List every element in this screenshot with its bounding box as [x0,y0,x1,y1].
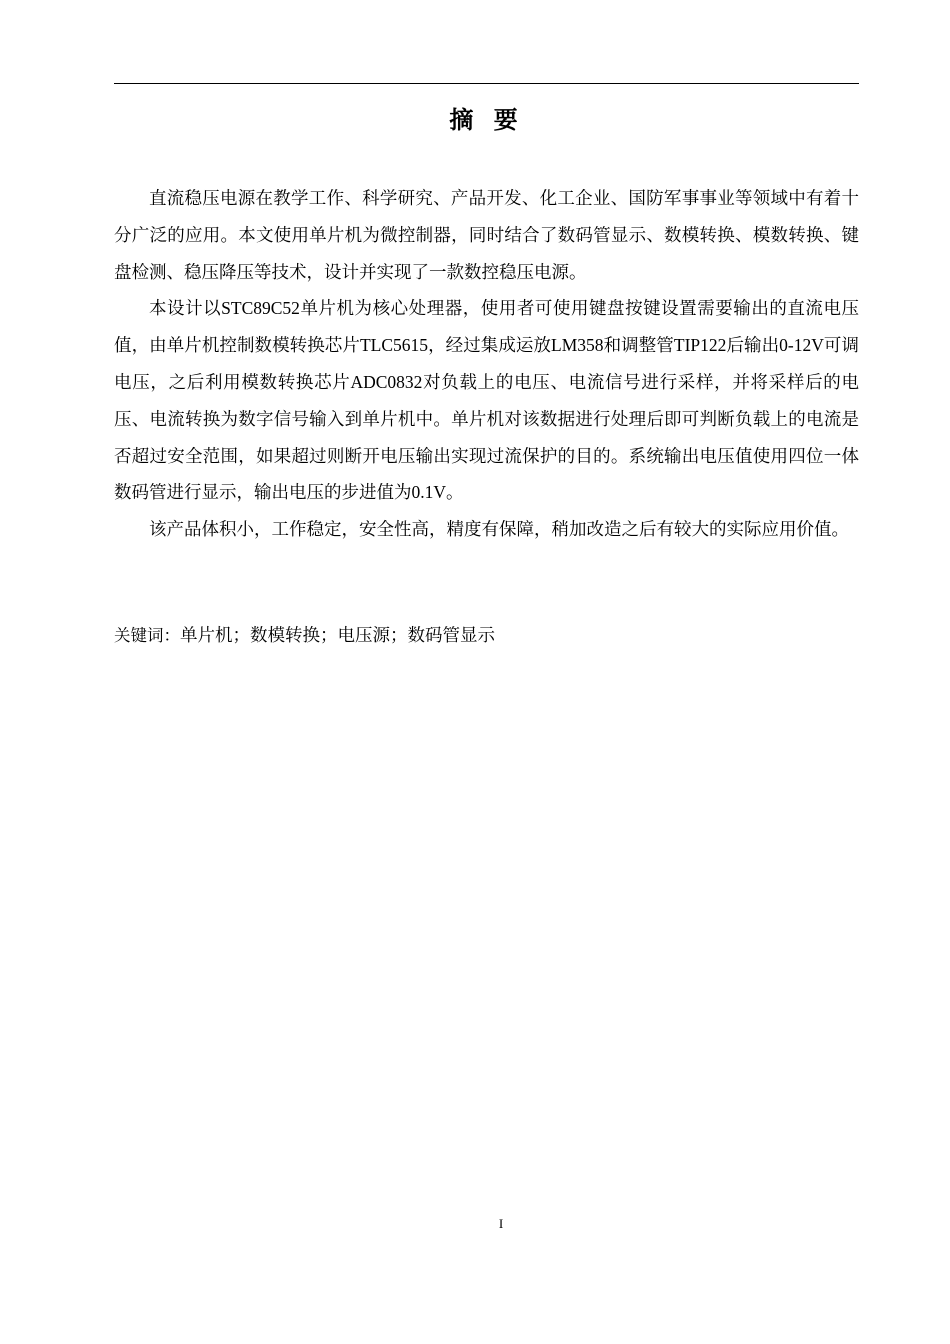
abstract-paragraph-1: 直流稳压电源在教学工作、科学研究、产品开发、化工企业、国防军事事业等领域中有着十分广泛的应用。本文使用单片机为微控制器，同时结合了数码管显示、数模转换、模数转换、键盘检测、稳压降压等技术，设计并实现了一款数控稳压电源。 [114,188,859,282]
keywords-label: 关键词： [114,626,180,645]
page-title: 摘 要 [449,106,524,134]
abstract-paragraph-2: 本设计以STC89C52单片机为核心处理器，使用者可使用键盘按键设置需要输出的直流电压值，由单片机控制数模转换芯片TLC5615，经过集成运放LM358和调整管TIP122后输出0-12V可调电压，之后利用模数转换芯片ADC0832对负载上的电压、电流信号进行采样，并将采样后的电压、电流转换为数字信号输入到单片机中。单片机对该数据进行处理后即可判断负载上的电流是否超过安全范围，如果超过则断开电压输出实现过流保护的目的。系统输出电压值使用四位一体数码管进行显示，输出电压的步进值为0.1V。 [114,298,859,503]
abstract-body [114,180,859,548]
header-rule [114,83,859,84]
keywords-line [114,622,859,649]
keywords-value: 单片机；数模转换；电压源；数码管显示 [180,625,495,645]
page-number: I [498,1216,504,1231]
abstract-paragraph-3: 该产品体积小，工作稳定，安全性高，精度有保障，稍加改造之后有较大的实际应用价值。 [149,519,849,540]
